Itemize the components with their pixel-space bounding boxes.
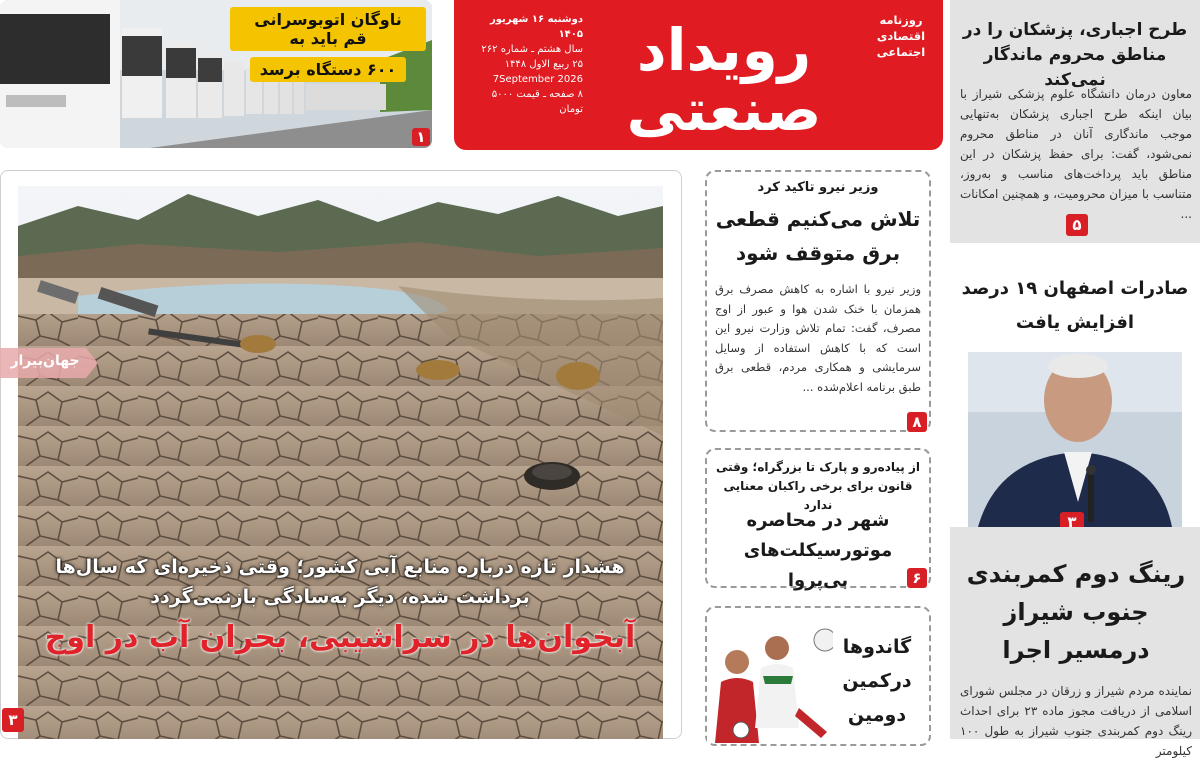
article-motorcycles[interactable]: [705, 448, 931, 591]
subtitle-line: اجتماعی: [876, 45, 926, 59]
article-title: رینگ دوم کمربندی جنوب شیراز درمسیر اجرا: [966, 560, 1186, 664]
promo-line-1: ناوگان اتوبوسرانی قم باید به: [230, 7, 426, 51]
issue-price: ۸ صفحه ـ قیمت ۵۰۰۰ تومان: [491, 89, 583, 115]
page-number-badge: ۸: [907, 412, 927, 432]
page-number-badge: ۳: [2, 708, 24, 732]
article-body: معاون درمان دانشگاه علوم پزشکی شیراز با بیان اینکه طرح اجباری پزشکان به‌تنهایی موجب ماندگاری آنان در مناطق محروم نمی‌شود، گفت: برای حفظ پزشکان در این مناطق باید پرداخت‌های مناسب و به‌روز، متناسب با میزان محرومیت، و همچنین امکانات ...: [960, 87, 1192, 221]
page-number-badge: ۱: [412, 128, 430, 146]
watermark-text: جهان‌بیرار: [10, 353, 80, 369]
article-title: تلاش می‌کنیم قطعی برق متوقف شود: [715, 207, 921, 265]
article-kicker: وزیر نیرو تاکید کرد: [757, 180, 879, 195]
article-body: نماینده مردم شیراز و زرقان در مجلس شورای اسلامی از دریافت مجوز ماده ۲۳ برای احداث رینگ دوم کمربندی جنوب شیراز به طول ۱۰۰ کیلومتر: [960, 684, 1193, 758]
issue-hijri-date: ۲۵ ربیع الاول ۱۴۴۸: [504, 59, 583, 70]
promo-line-2: ۶۰۰ دستگاه برسد: [250, 57, 407, 82]
article-kicker: از پیاده‌رو و پارک تا بزرگراه؛ وقتی قانون برای برخی راکبان معنایی ندارد: [716, 460, 920, 512]
article-isfahan-exports-title[interactable]: صادرات اصفهان ۱۹ درصد افزایش یافت: [961, 278, 1189, 333]
subtitle-line: اقتصادی: [876, 29, 926, 43]
newspaper-logo: [582, 10, 867, 138]
issue-gregorian-date: 7September 2026: [492, 74, 583, 85]
football-players-photo: [707, 618, 833, 743]
article-power-outage[interactable]: [705, 170, 931, 432]
promo-headline: [230, 4, 426, 85]
page-number-badge: ۵: [1066, 214, 1088, 236]
article-title: گاندوها درکمین دومین: [842, 636, 912, 726]
page-number-badge: ۶: [907, 568, 927, 588]
article-doctors-plan[interactable]: [950, 0, 1200, 243]
official-portrait-photo: [968, 352, 1182, 527]
article-title: شهر در محاصره موتورسیکلت‌های بی‌پروا: [743, 510, 893, 591]
masthead: [454, 0, 943, 150]
article-body: وزیر نیرو با اشاره به کاهش مصرف برق همزمان با خنک شدن هوا و عبور از اوج مصرف، گفت: تمام تلاش وزارت نیرو این است که با کاهش استفاده از وسایل سرمایشی و همکاری مردم، قطعی برق طبق برنامه اعلام‌شده ...: [715, 282, 921, 394]
main-kicker: هشدار تازه درباره منابع آبی کشور؛ وقتی ذخیره‌ای که سال‌ها برداشت شده، دیگر به‌سادگی بازنمی‌گردد: [55, 556, 625, 608]
svg-text:صنعتی: صنعتی: [626, 76, 822, 138]
promo-teaser[interactable]: [0, 0, 432, 148]
article-title: طرح اجباری، پزشکان را در مناطق محروم ماندگار نمی‌کند: [962, 20, 1188, 90]
main-story-text: [30, 552, 650, 658]
subtitle-line: روزنامه: [879, 13, 923, 27]
issue-date: دوشنبه ۱۶ شهریور ۱۴۰۵: [489, 14, 583, 40]
watermark: [0, 344, 100, 382]
main-headline: آبخوان‌ها در سراشیبی، بحران آب در اوج: [44, 620, 636, 655]
issue-info: [468, 12, 583, 117]
page-number-badge: ۳: [1060, 512, 1084, 527]
issue-number: سال هشتم ـ شماره ۲۶۲: [481, 44, 583, 55]
article-sports-gandoos[interactable]: [705, 606, 931, 746]
masthead-subtitle: [868, 12, 934, 60]
svg-text:رویداد: رویداد: [636, 16, 812, 84]
article-shiraz-ring-road[interactable]: [950, 527, 1200, 758]
